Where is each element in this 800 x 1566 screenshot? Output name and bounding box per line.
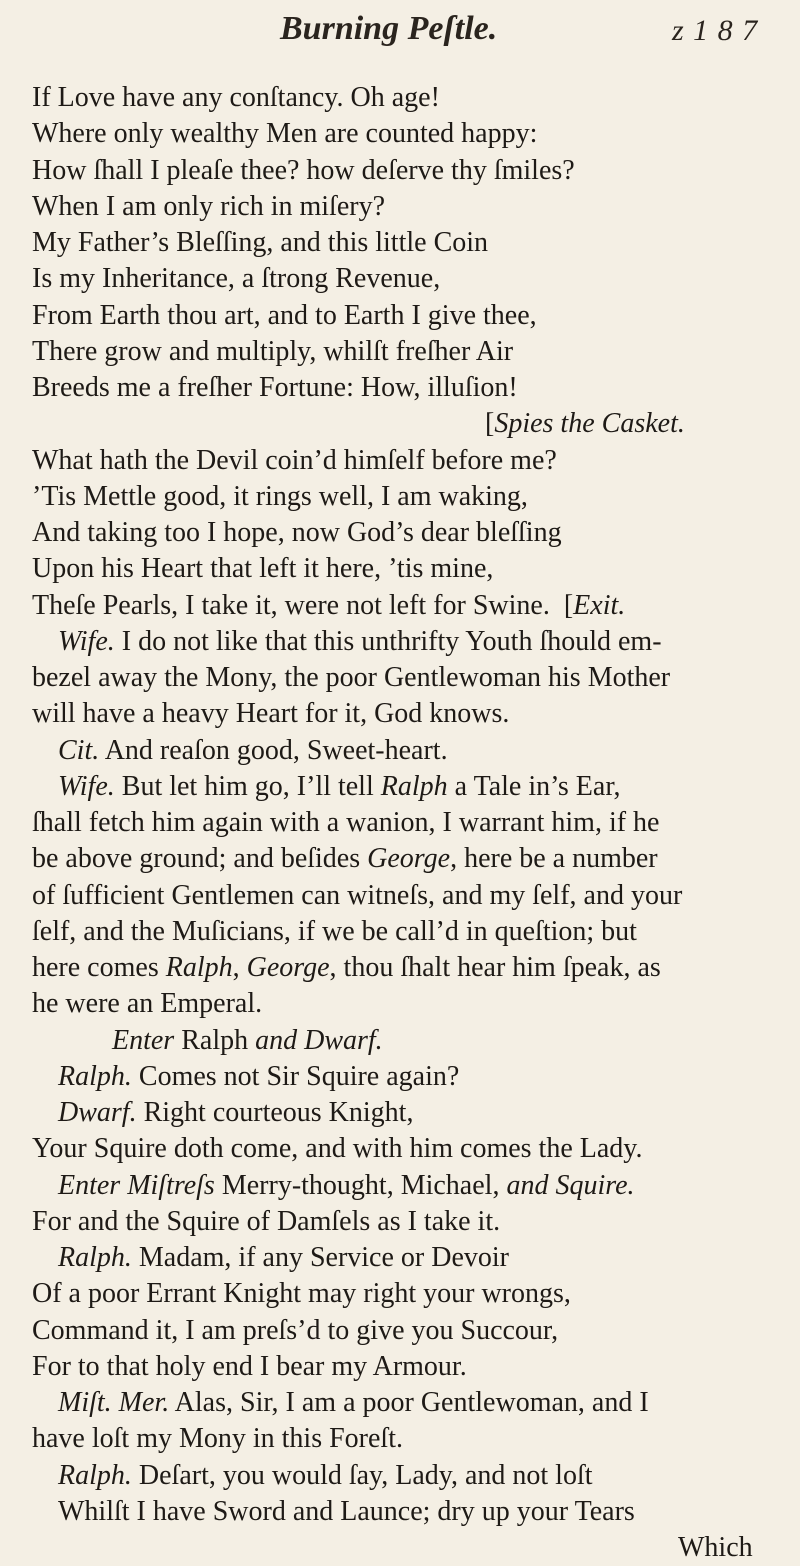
text-line xyxy=(0,1421,800,1457)
italic-text: Ralph. xyxy=(58,1060,132,1092)
text-line xyxy=(0,479,800,515)
roman-text: Is my Inheritance, a ſtrong Revenue, xyxy=(32,263,441,295)
roman-text: My Father’s Bleſſing, and this little Coin xyxy=(32,227,489,258)
roman-text: , here be a number xyxy=(450,843,658,875)
italic-text: Ralph xyxy=(165,952,233,983)
roman-text: Madam, if any Service or Devoir xyxy=(131,1242,509,1273)
text-line xyxy=(0,950,800,986)
roman-text: And taking too I hope, now God’s dear bleſſing xyxy=(32,517,562,548)
roman-text: Where only wealthy Men are counted happy: xyxy=(32,118,538,150)
roman-text: , thou ſhalt hear him ſpeak, as xyxy=(329,952,661,983)
text-line xyxy=(0,1023,800,1059)
text-line xyxy=(0,1276,800,1312)
text-body xyxy=(0,80,800,1566)
roman-text: Ralph xyxy=(174,1024,256,1056)
text-line xyxy=(0,406,800,442)
roman-text: [ xyxy=(485,408,495,440)
roman-text: he were an Emperal. xyxy=(32,988,263,1020)
roman-text: Which xyxy=(678,1532,753,1563)
italic-text: Cit. xyxy=(58,734,100,766)
italic-text: Enter xyxy=(112,1024,175,1056)
roman-text: have loſt my Mony in this Foreſt. xyxy=(32,1423,403,1455)
italic-text: Wife. xyxy=(58,625,115,657)
text-line xyxy=(0,116,800,152)
roman-text: Deſart, you would ſay, Lady, and not loſt xyxy=(131,1459,593,1491)
italic-text: George xyxy=(246,952,330,983)
text-line xyxy=(0,225,800,261)
roman-text: But let him go, I’ll tell xyxy=(114,770,381,802)
roman-text: Command it, I am preſs’d to give you Succour, xyxy=(32,1314,559,1346)
roman-text: Theſe Pearls, I take it, were not left for Swine. [ xyxy=(32,589,574,621)
text-line xyxy=(0,1494,800,1530)
roman-text: Merry-thought, Michael, xyxy=(214,1169,507,1201)
italic-text: George xyxy=(367,843,451,875)
italic-text: Enter Miſtreſs xyxy=(58,1169,215,1201)
text-line xyxy=(0,370,800,406)
text-line xyxy=(0,1131,800,1167)
text-line xyxy=(0,153,800,189)
text-line xyxy=(0,1240,800,1276)
roman-text: When I am only rich in miſery? xyxy=(32,190,385,222)
text-line xyxy=(0,588,800,624)
roman-text: Your Squire doth come, and with him comes the Lady. xyxy=(32,1133,643,1165)
text-line xyxy=(0,986,800,1022)
italic-text: Ralph. xyxy=(58,1242,132,1273)
roman-text: bezel away the Mony, the poor Gentlewoman his Mother xyxy=(32,662,671,693)
text-line xyxy=(0,696,800,732)
roman-text: ſhall fetch him again with a wanion, I warrant him, if he xyxy=(32,807,660,838)
text-line xyxy=(0,515,800,551)
italic-text: Ralph xyxy=(380,770,448,802)
text-line xyxy=(0,805,800,841)
text-line xyxy=(0,1095,800,1131)
text-line xyxy=(0,1349,800,1385)
roman-text: of ſufficient Gentlemen can witneſs, and my ſelf, and your xyxy=(32,879,683,911)
text-line xyxy=(0,1059,800,1095)
text-line xyxy=(0,1530,800,1566)
roman-text: Comes not Sir Squire again? xyxy=(131,1060,460,1092)
italic-text: Spies the Casket. xyxy=(494,408,685,440)
roman-text: Of a poor Errant Knight may right your wrongs, xyxy=(32,1278,571,1310)
text-line xyxy=(0,261,800,297)
italic-text: Miſt. Mer. xyxy=(58,1387,170,1418)
italic-text: Dwarf. xyxy=(58,1097,137,1128)
page-header xyxy=(0,8,800,78)
roman-text: If Love have any conſtancy. Oh age! xyxy=(32,82,440,113)
text-line xyxy=(0,1168,800,1204)
roman-text: And reaſon good, Sweet-heart. xyxy=(99,734,448,766)
text-line xyxy=(0,1385,800,1421)
roman-text: What hath the Devil coin’d himſelf before me? xyxy=(32,444,557,476)
text-line xyxy=(0,1204,800,1240)
italic-text: Ralph. xyxy=(58,1459,132,1491)
roman-text: , xyxy=(232,952,247,983)
roman-text: Alas, Sir, I am a poor Gentlewoman, and I xyxy=(169,1387,649,1418)
roman-text: be above ground; and beſides xyxy=(32,843,368,875)
text-line xyxy=(0,841,800,877)
text-line xyxy=(0,298,800,334)
roman-text: Breeds me a freſher Fortune: How, illuſion! xyxy=(32,372,518,403)
roman-text: a Tale in’s Ear, xyxy=(447,770,621,802)
roman-text: For and the Squire of Damſels as I take it. xyxy=(32,1205,501,1237)
roman-text: For to that holy end I bear my Armour. xyxy=(32,1350,467,1382)
text-line xyxy=(0,334,800,370)
roman-text: Upon his Heart that left it here, ’tis mine, xyxy=(32,553,494,585)
running-title: Burning Peſtle. xyxy=(280,10,498,47)
italic-text: Exit. xyxy=(573,589,626,621)
text-line xyxy=(0,80,800,116)
italic-text: and Squire. xyxy=(506,1169,635,1201)
roman-text: From Earth thou art, and to Earth I give thee, xyxy=(32,299,537,331)
text-line xyxy=(0,551,800,587)
italic-text: Wife. xyxy=(58,770,115,802)
roman-text: There grow and multiply, whilſt freſher Air xyxy=(32,335,514,367)
text-line xyxy=(0,443,800,479)
text-line xyxy=(0,1458,800,1494)
roman-text: Right courteous Knight, xyxy=(136,1097,414,1128)
text-line xyxy=(0,189,800,225)
text-line xyxy=(0,660,800,696)
text-line xyxy=(0,769,800,805)
roman-text: Whilſt I have Sword and Launce; dry up your Tears xyxy=(58,1495,635,1527)
text-line xyxy=(0,733,800,769)
roman-text: ſelf, and the Muſicians, if we be call’d in queſtion; but xyxy=(32,915,637,947)
text-line xyxy=(0,914,800,950)
roman-text: will have a heavy Heart for it, God knows. xyxy=(32,698,510,730)
italic-text: and Dwarf. xyxy=(255,1024,383,1056)
text-line xyxy=(0,878,800,914)
roman-text: ’Tis Mettle good, it rings well, I am waking, xyxy=(32,480,528,512)
roman-text: How ſhall I pleaſe thee? how deſerve thy ſmiles? xyxy=(32,154,575,186)
roman-text: here comes xyxy=(32,952,166,983)
page-number: z 1 8 7 xyxy=(672,14,759,47)
text-line xyxy=(0,624,800,660)
roman-text: I do not like that this unthrifty Youth ſhould em- xyxy=(114,625,662,657)
text-line xyxy=(0,1313,800,1349)
